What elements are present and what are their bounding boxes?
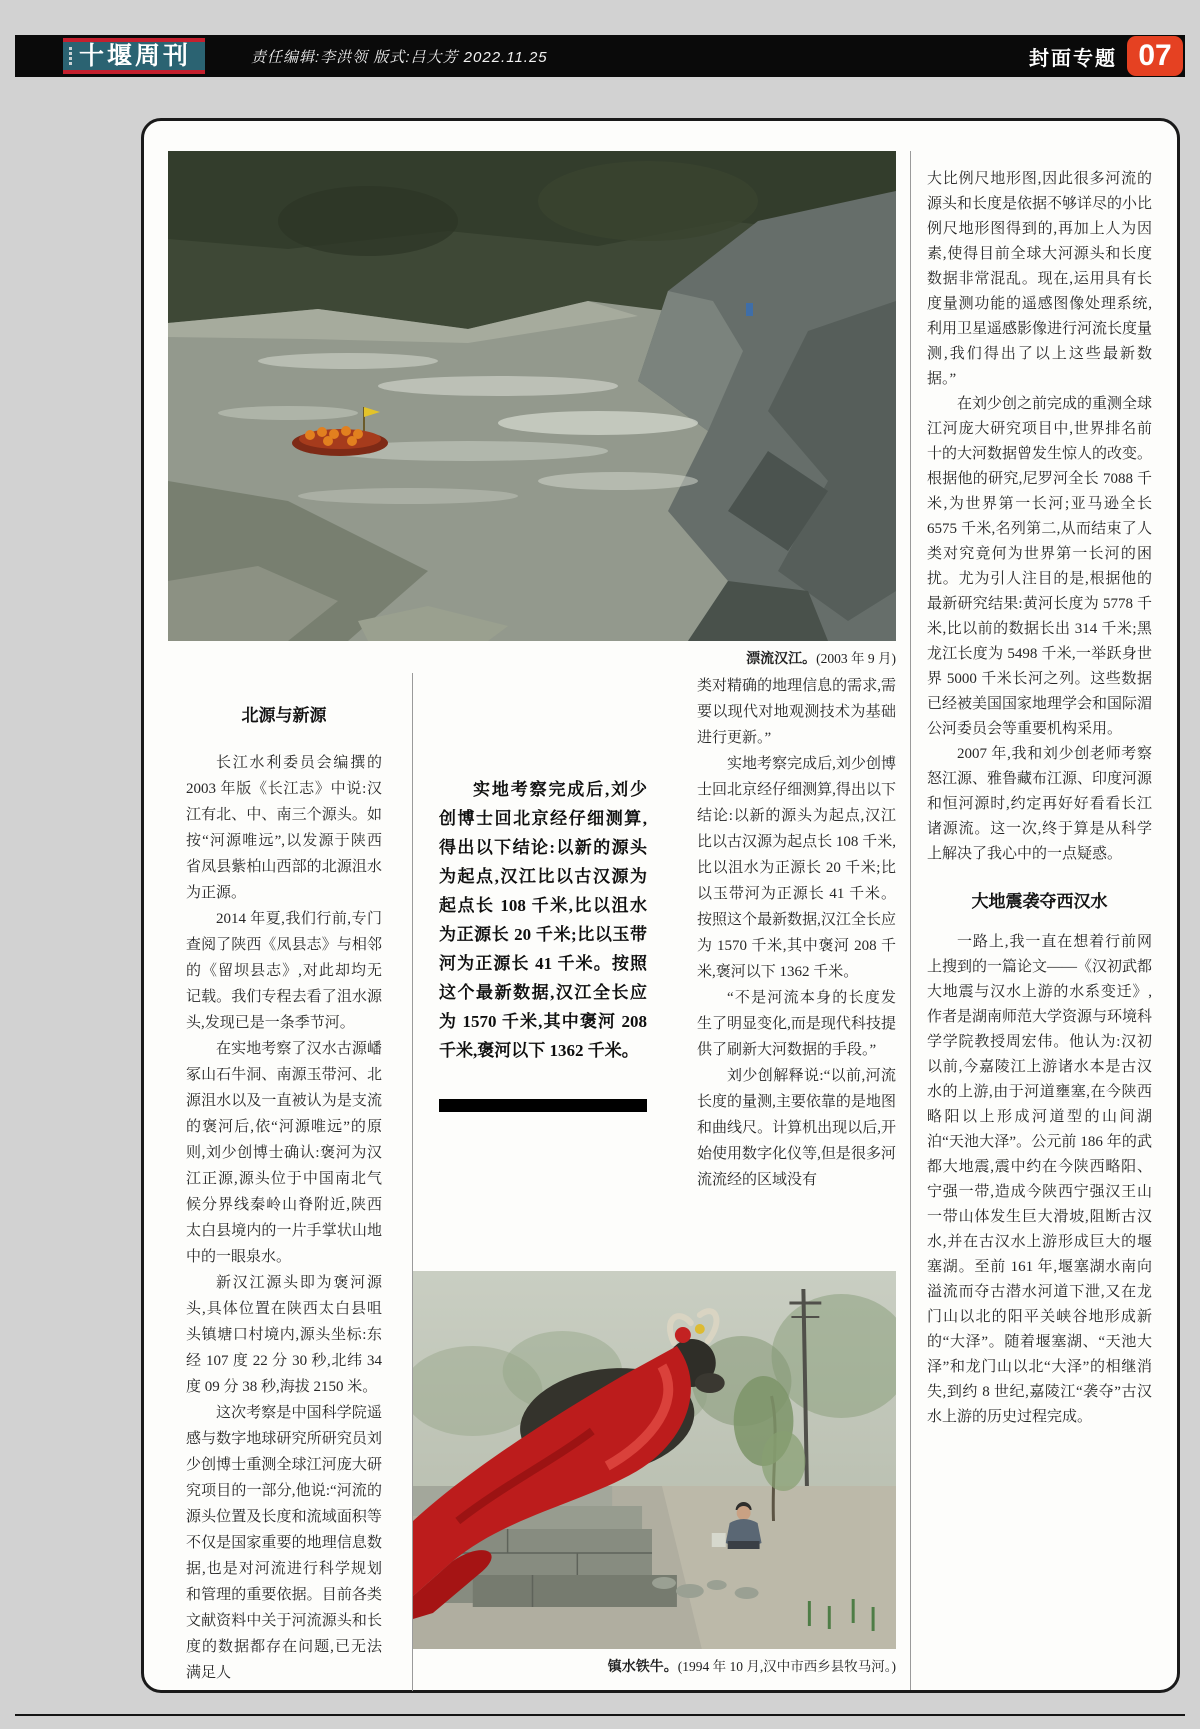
- top-caption-title: 漂流汉江。: [746, 650, 817, 666]
- ox-photo-illustration: [413, 1271, 896, 1649]
- rafting-photo: [168, 151, 896, 641]
- pullquote-rule: [439, 1099, 647, 1112]
- person-on-rocks: [746, 303, 753, 316]
- pullquote: 实地考察完成后,刘少创博士回北京经仔细测算,得出以下结论:以新的源头为起点,汉江比以古汉源为起点长 108 千米,比以沮水为正源长 20 千米;比以玉带河为正源长 41 千米。按照这个最新数据,汉江全长应为 1570 千米,其中褒河 208 千米,褒河以下 1362 千米。: [439, 780, 647, 1060]
- paragraph: 类对精确的地理信息的需求,需要以现代对地观测技术为基础进行更新。”: [697, 678, 896, 746]
- paragraph: 这次考察是中国科学院遥感与数字地球研究所研究员刘少创博士重测全球江河庞大研究项目的一部分,他说:“河流的源头位置及长度和流域面积等不仅是国家重要的地理信息数据,也是对河流进行科学规划和管理的重要依据。目前各类文献资料中关于河流源头和长度的数据都存在问题,已无法满足人: [186, 1405, 382, 1681]
- paragraph: 长江水利委员会编撰的 2003 年版《长江志》中说:汉江有北、中、南三个源头。如按“河源唯远”,以发源于陕西省凤县紫柏山西部的北源沮水为正源。: [186, 755, 382, 901]
- top-caption-date: (2003 年 9 月): [816, 651, 896, 666]
- column-left: [168, 673, 413, 1691]
- paragraph: 在实地考察了汉水古源嶓冢山石牛洞、南源玉带河、北源沮水以及一直被认为是支流的褒河后,依“河源唯远”的原则,刘少创博士确认:褒河为汉江正源,源头位于中国南北气候分界线秦岭山脊附近,陕西太白县境内的一片手掌状山地中的一眼泉水。: [186, 1041, 382, 1265]
- paragraph: 新汉江源头即为褒河源头,具体位置在陕西太白县咀头镇塘口村境内,源头坐标:东经 107 度 22 分 30 秒,北纬 34 度 09 分 38 秒,海拔 2150 米。: [186, 1275, 382, 1395]
- bucket: [712, 1533, 726, 1547]
- paragraph: 刘少创解释说:“以前,河流长度的量测,主要依靠的是地图和曲线尺。计算机出现以后,开始使用数字化仪等,但是很多河流流经的区域没有: [697, 1068, 896, 1188]
- paragraph: 实地考察完成后,刘少创博士回北京经仔细测算,得出以下结论:以新的源头为起点,汉江比以古汉源为起点长 108 千米,比以沮水为正源长 20 千米;比以玉带河为正源长 41 千米。按照这个最新数据,汉江全长应为 1570 千米,其中褒河 208 千米,褒河以下 1362 千米。: [697, 756, 896, 980]
- paragraph: “不是河流本身的长度发生了明显变化,而是现代科技提供了刷新大河数据的手段。”: [697, 990, 896, 1058]
- center-area: [413, 673, 896, 1691]
- paragraph: 2014 年夏,我们行前,专门查阅了陕西《凤县志》与相邻的《留坝县志》,对此却均无记载。我们专程去看了沮水源头,发现已是一条季节河。: [186, 911, 382, 1031]
- top-photo-caption: [168, 647, 896, 673]
- header-bar: [15, 35, 1185, 77]
- paragraph: 2007 年,我和刘少创老师考察怒江源、雅鲁藏布江源、印度河源和恒河源时,约定再好好看看长江诸源流。这一次,终于算是从科学上解决了我心中的一点疑惑。: [927, 746, 1152, 862]
- columns-row: [168, 673, 896, 1691]
- bottom-photo-caption: [413, 1655, 896, 1681]
- column-right: [910, 151, 1152, 1690]
- paragraph: 在刘少创之前完成的重测全球江河庞大研究项目中,世界排名前十的大河数据曾发生惊人的改变。根据他的研究,尼罗河全长 7088 千米,为世界第一长河;亚马逊全长 6575 千米,名列第二,从而结束了人类对究竟何为世界第一长河的困扰。尤为引人注目的是,根据他的最新研究结果:黄河长度为 5778 千米,比以前的数据长出 314 千米;黑龙江长度为 5498 千米,一举跃身世界 5000 千米长河之列。这些数据已经被美国国家地理学会和国际湄公河委员会等重要机构采用。: [927, 396, 1152, 737]
- red-pompon: [675, 1327, 691, 1343]
- masthead: [63, 38, 205, 74]
- editor-line: 责任编辑:李洪领 版式:吕大芳 2022.11.25: [251, 48, 548, 66]
- masthead-title: 十堰周刊: [79, 42, 192, 70]
- section-heading-north-source: 北源与新源: [241, 706, 327, 725]
- yellow-flower: [695, 1324, 705, 1334]
- pullquote-column: [439, 673, 647, 1271]
- section-label: 封面专题: [1029, 47, 1117, 70]
- left-main-area: [168, 151, 896, 1690]
- footer-rule: [15, 1714, 1185, 1716]
- bottom-caption-date: (1994 年 10 月,汉中市西乡县牧马河。): [677, 1659, 896, 1674]
- ox-photo: [413, 1271, 896, 1649]
- section-heading-earthquake: 大地震袭夺西汉水: [971, 892, 1108, 911]
- paragraph: 一路上,我一直在想着行前网上搜到的一篇论文——《汉初武都大地震与汉水上游的水系变迁》,作者是湖南师范大学资源与环境科学学院教授周宏伟。他认为:汉初以前,今嘉陵江上游诸水本是古汉水的上游,由于河道壅塞,在今陕西略阳以上形成河道型的山间湖泊“天池大泽”。公元前 186 年的武都大地震,震中约在今陕西略阳、宁强一带,造成今陕西宁强汉王山一带山体发生巨大滑坡,阻断古汉水,并在古汉水上游形成巨大的堰塞湖。至前 161 年,堰塞湖水南向溢流而夺古潜水河道下泄,又在龙门山以北的阳平关峡谷地形成新的“大泽”。随着堰塞湖、“天池大泽”和龙门山以北“大泽”的相继消失,到约 8 世纪,嘉陵江“袭夺”古汉水上游的历史过程完成。: [927, 934, 1152, 1425]
- page-number-badge: 07: [1127, 36, 1183, 76]
- rafting-photo-illustration: [168, 151, 896, 641]
- masthead-side-marks: [69, 47, 72, 65]
- paragraph: 大比例尺地形图,因此很多河流的源头和长度是依据不够详尽的小比例尺地形图得到的,再加上人为因素,使得目前全球大河源头和长度数据非常混乱。现在,运用具有长度量测功能的遥感图像处理系统,利用卫星遥感影像进行河流长度量测,我们得出了以上这些最新数据。”: [927, 171, 1152, 387]
- column-middle: [697, 673, 896, 1271]
- bottom-caption-title: 镇水铁牛。: [607, 1658, 678, 1674]
- content-panel: [141, 118, 1180, 1693]
- header-right: [1029, 36, 1185, 76]
